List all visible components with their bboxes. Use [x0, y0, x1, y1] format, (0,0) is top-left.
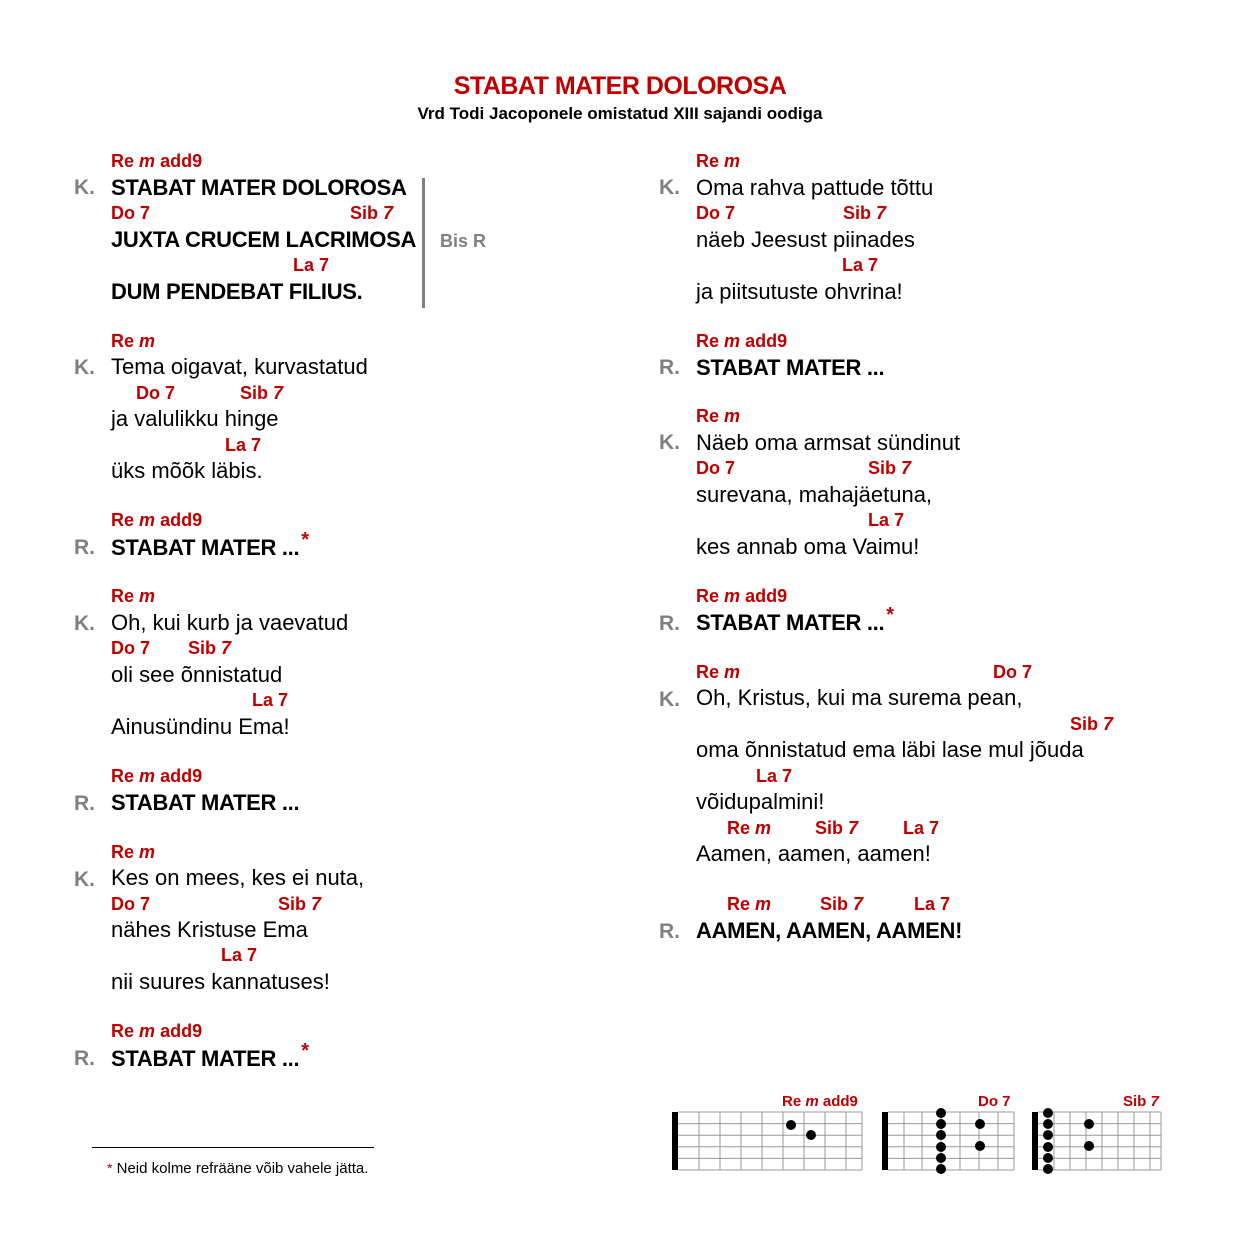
- refrain-label: R.: [74, 536, 95, 559]
- song-subtitle: Vrd Todi Jacoponele omistatud XIII sajandi oodiga: [417, 104, 823, 123]
- chord-do7: Do 7: [111, 203, 151, 223]
- song-title: STABAT MATER DOLOROSA: [453, 72, 787, 100]
- refrain-label: R.: [74, 792, 95, 815]
- chord-la7: La 7: [842, 255, 879, 275]
- verse-line: Oh, Kristus, kui ma surema pean,: [696, 685, 1023, 710]
- footnote-divider: [92, 1147, 374, 1148]
- chord-re-m: Re m: [727, 894, 772, 914]
- verse-line: näeb Jeesust piinades: [696, 227, 915, 252]
- verse-line: võidupalmini!: [696, 789, 825, 814]
- chord-diagram-sib7: [1030, 1108, 1166, 1174]
- verse-line: Ainusündinu Ema!: [111, 714, 290, 739]
- verse-line: oma õnnistatud ema läbi lase mul jõuda: [696, 737, 1084, 762]
- refrain-line: STABAT MATER ... *: [696, 604, 894, 635]
- chord-do7: Do 7: [993, 662, 1033, 682]
- chord-la7: La 7: [756, 766, 793, 786]
- refrain-line: STABAT MATER ...: [696, 355, 885, 380]
- verse-label: K.: [74, 868, 95, 891]
- chord-la7: La 7: [293, 255, 330, 275]
- chord-re-m-add9: Re m add9: [111, 766, 203, 786]
- verse-line: nii suures kannatuses!: [111, 969, 330, 994]
- verse-line: DUM PENDEBAT FILIUS.: [111, 279, 363, 304]
- chord-diagram-label: Re m add9: [782, 1093, 858, 1110]
- chord-sib7: Sib 7: [868, 458, 912, 478]
- verse-line: oli see õnnistatud: [111, 662, 283, 687]
- verse-line: nähes Kristuse Ema: [111, 917, 308, 942]
- verse-label: K.: [659, 176, 680, 199]
- chord-re-m: Re m: [696, 151, 741, 171]
- footnote-star: *: [107, 1160, 113, 1176]
- verse-line: ja piitsutuste ohvrina!: [696, 279, 903, 304]
- chord-re-m-add9: Re m add9: [111, 510, 203, 530]
- verse-line: JUXTA CRUCEM LACRIMOSA: [111, 227, 417, 252]
- footnote-star: *: [301, 1040, 309, 1062]
- chord-sib7: Sib 7: [1070, 714, 1114, 734]
- chord-re-m: Re m: [696, 662, 741, 682]
- verse-label: K.: [74, 612, 95, 635]
- chord-do7: Do 7: [696, 203, 736, 223]
- refrain-label: R.: [659, 356, 680, 379]
- chord-re-m-add9: Re m add9: [111, 151, 203, 171]
- refrain-line: STABAT MATER ...: [111, 790, 300, 815]
- chord-sib7: Sib 7: [350, 203, 394, 223]
- chord-re-m: Re m: [727, 818, 772, 838]
- refrain-label: R.: [74, 1047, 95, 1070]
- verse-label: K.: [74, 356, 95, 379]
- verse-line: Oh, kui kurb ja vaevatud: [111, 610, 349, 635]
- refrain-line: STABAT MATER ... *: [111, 1040, 309, 1071]
- chord-diagram-do7: [880, 1108, 1018, 1174]
- chord-do7: Do 7: [111, 894, 151, 914]
- footnote-star: *: [301, 529, 309, 551]
- chord-re-m-add9: Re m add9: [696, 586, 788, 606]
- chord-re-m: Re m: [111, 586, 156, 606]
- chord-do7: Do 7: [136, 383, 176, 403]
- verse-line: Tema oigavat, kurvastatud: [111, 354, 368, 379]
- chord-re-m: Re m: [111, 331, 156, 351]
- chord-do7: Do 7: [111, 638, 151, 658]
- chord-re-m-add9: Re m add9: [696, 331, 788, 351]
- chord-do7: Do 7: [696, 458, 736, 478]
- chord-la7: La 7: [868, 510, 905, 530]
- verse-label: K.: [659, 688, 680, 711]
- verse-line: STABAT MATER DOLOROSA: [111, 175, 407, 200]
- verse-line: kes annab oma Vaimu!: [696, 534, 920, 559]
- verse-label: K.: [659, 431, 680, 454]
- verse-line: surevana, mahajäetuna,: [696, 482, 933, 507]
- bis-bracket: [422, 178, 425, 308]
- chord-sib7: Sib 7: [188, 638, 232, 658]
- refrain-label: R.: [659, 920, 680, 943]
- chord-diagram-label: Do 7: [978, 1093, 1011, 1110]
- chord-diagram-re-m-add9: [670, 1108, 870, 1174]
- chord-sib7: Sib 7: [815, 818, 859, 838]
- chord-sib7: Sib 7: [843, 203, 887, 223]
- verse-line: Näeb oma armsat sündinut: [696, 430, 961, 455]
- chord-re-m: Re m: [111, 842, 156, 862]
- bis-label: Bis R: [440, 231, 487, 251]
- verse-line: üks mõõk läbis.: [111, 458, 263, 483]
- refrain-line: STABAT MATER ... *: [111, 529, 309, 560]
- chord-diagram-label: Sib 7: [1123, 1093, 1159, 1110]
- verse-line: Kes on mees, kes ei nuta,: [111, 865, 365, 890]
- footnote-star: *: [886, 604, 894, 626]
- chord-la7: La 7: [221, 945, 258, 965]
- chord-la7: La 7: [914, 894, 951, 914]
- footnote: * Neid kolme refrääne võib vahele jätta.: [107, 1160, 369, 1177]
- chord-re-m: Re m: [696, 406, 741, 426]
- chord-sib7: Sib 7: [278, 894, 322, 914]
- chord-la7: La 7: [252, 690, 289, 710]
- chord-sib7: Sib 7: [820, 894, 864, 914]
- refrain-label: R.: [659, 612, 680, 635]
- chord-la7: La 7: [903, 818, 940, 838]
- verse-label: K.: [74, 176, 95, 199]
- verse-line: ja valulikku hinge: [111, 406, 279, 431]
- chord-re-m-add9: Re m add9: [111, 1021, 203, 1041]
- verse-line: Oma rahva pattude tõttu: [696, 175, 934, 200]
- refrain-line: AAMEN, AAMEN, AAMEN!: [696, 918, 963, 943]
- chord-la7: La 7: [225, 435, 262, 455]
- chord-sib7: Sib 7: [240, 383, 284, 403]
- verse-line: Aamen, aamen, aamen!: [696, 841, 931, 866]
